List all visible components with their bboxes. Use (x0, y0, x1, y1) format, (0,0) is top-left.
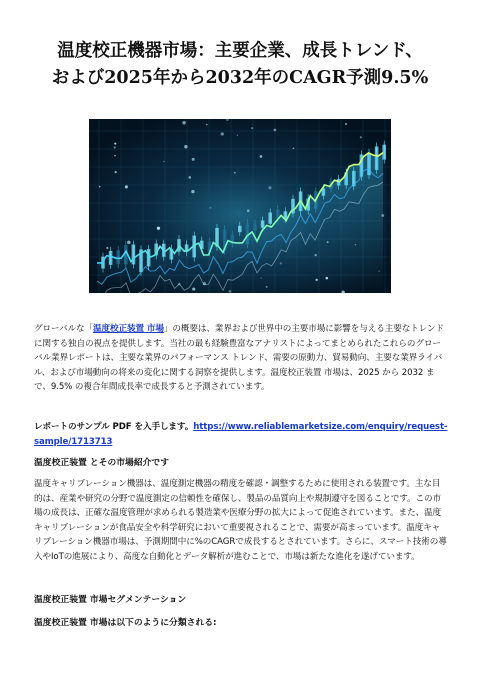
sparkle-dot (229, 290, 232, 293)
candle-body (253, 224, 257, 231)
sample-request-paragraph (34, 420, 448, 449)
section-heading-intro: 温度校正装置 とその市場紹介です (34, 458, 170, 468)
candle-body (268, 213, 272, 224)
candle-body (261, 220, 265, 227)
sparkle-dot (106, 247, 108, 249)
sparkle-dot (192, 287, 195, 290)
sparkle-dot (206, 124, 208, 126)
sparkle-dot (114, 146, 116, 148)
sparkle-dot (182, 121, 186, 125)
section-heading-segmentation: 温度校正装置 市場セグメンテーション (34, 595, 187, 605)
sparkle-dot (251, 127, 253, 129)
sparkle-dot (234, 172, 236, 174)
sparkle-dot (293, 147, 295, 149)
sparkle-dot (157, 227, 160, 230)
section-body-intro: 温度キャリブレーション機器は、温度測定機器の精度を確認・調整するために使用される装置です。主な目的は、産業や研究の分野で温度測定の信頼性を確保し、製品の品質向上や規制遵守を図ることです。この市場の成長は、正確な温度管理が求められる製造業や医療分野の拡大によって促進されています。また、温度キャリブレーションが食品安全や科学研究において重要視されることで、需要が高まっています。温度キャリブレーション機器市場は、予測期間中に%のCAGRで成長するとされています。さらに、スマート技術の導入やIoTの進展により、高度な自動化とデータ解析が進むことで、市場は新たな進化を遂げています。 (34, 479, 447, 562)
sparkle-dot (247, 209, 250, 212)
sparkle-dot (114, 155, 116, 157)
sparkle-dot (188, 176, 191, 179)
intro-prefix: グローバルな「 (34, 324, 94, 334)
sparkle-dot (158, 247, 160, 249)
intro-paragraph (34, 322, 448, 395)
sparkle-dot (192, 158, 195, 161)
sparkle-dot (378, 270, 380, 272)
sparkle-dot (221, 132, 224, 135)
sparkle-dot (125, 185, 128, 188)
intro-body: 」の概要は、業界および世界中の主要市場に影響を与える主要なトレンドに関する独自の視点を提供します。当社の最も経験豊富なアナリストによってまとめられたこれらのグローバル業界レポートは、主要な業界のパフォーマンス トレンド、需要の原動力、貿易動向、主要な業界ライバル、および市場動向の将来の変化に関する洞察を提供します。温度校正装置 市場は、2025 から 2032 まで、9.5% の複合年間成長率で成長すると予測されています。 (34, 324, 444, 392)
title-line-1: 温度校正機器市場：主要企業、成長トレンド、 (57, 41, 423, 61)
sparkle-dot (203, 282, 206, 285)
sparkle-dot (115, 171, 117, 173)
sparkle-dot (268, 186, 271, 189)
sparkle-dot (274, 129, 277, 132)
sparkle-dot (381, 214, 384, 217)
sparkle-dot (326, 277, 329, 280)
sparkle-dot (260, 155, 263, 158)
sparkle-dot (184, 145, 187, 148)
hero-image-stock-chart (89, 119, 391, 293)
sample-request-link[interactable]: https://www.reliablemarketsize.com/enquiry/request-sample/1713713 (34, 422, 448, 447)
sparkle-dot (280, 262, 282, 264)
sparkle-dot (178, 283, 181, 286)
sparkle-dot (191, 190, 194, 193)
candle-body (238, 226, 242, 232)
section-heading-classification: 温度校正装置 市場は以下のように分類される: (34, 618, 217, 628)
title-line-2: および2025年から2032年のCAGR予測9.5% (51, 68, 429, 88)
sparkle-dot (261, 277, 262, 278)
page-title (28, 38, 452, 92)
sparkle-dot (163, 161, 164, 162)
sample-label: レポートのサンプル PDF を入手します。 (34, 422, 194, 432)
sparkle-dot (99, 186, 101, 188)
sparkle-dot (114, 143, 116, 145)
sparkle-dot (266, 286, 268, 288)
sparkle-dot (314, 254, 316, 256)
sparkle-dot (316, 279, 318, 281)
sparkle-dot (345, 123, 347, 125)
stock-chart-illustration (89, 119, 391, 293)
market-name-link[interactable]: 温度校正装置 市場 (93, 324, 164, 334)
sparkle-dot (327, 241, 329, 243)
sparkle-dot (237, 135, 238, 136)
sparkle-dot (360, 136, 362, 138)
sparkle-dot (127, 241, 131, 245)
sparkle-dot (209, 207, 211, 209)
sparkle-dot (355, 244, 356, 245)
